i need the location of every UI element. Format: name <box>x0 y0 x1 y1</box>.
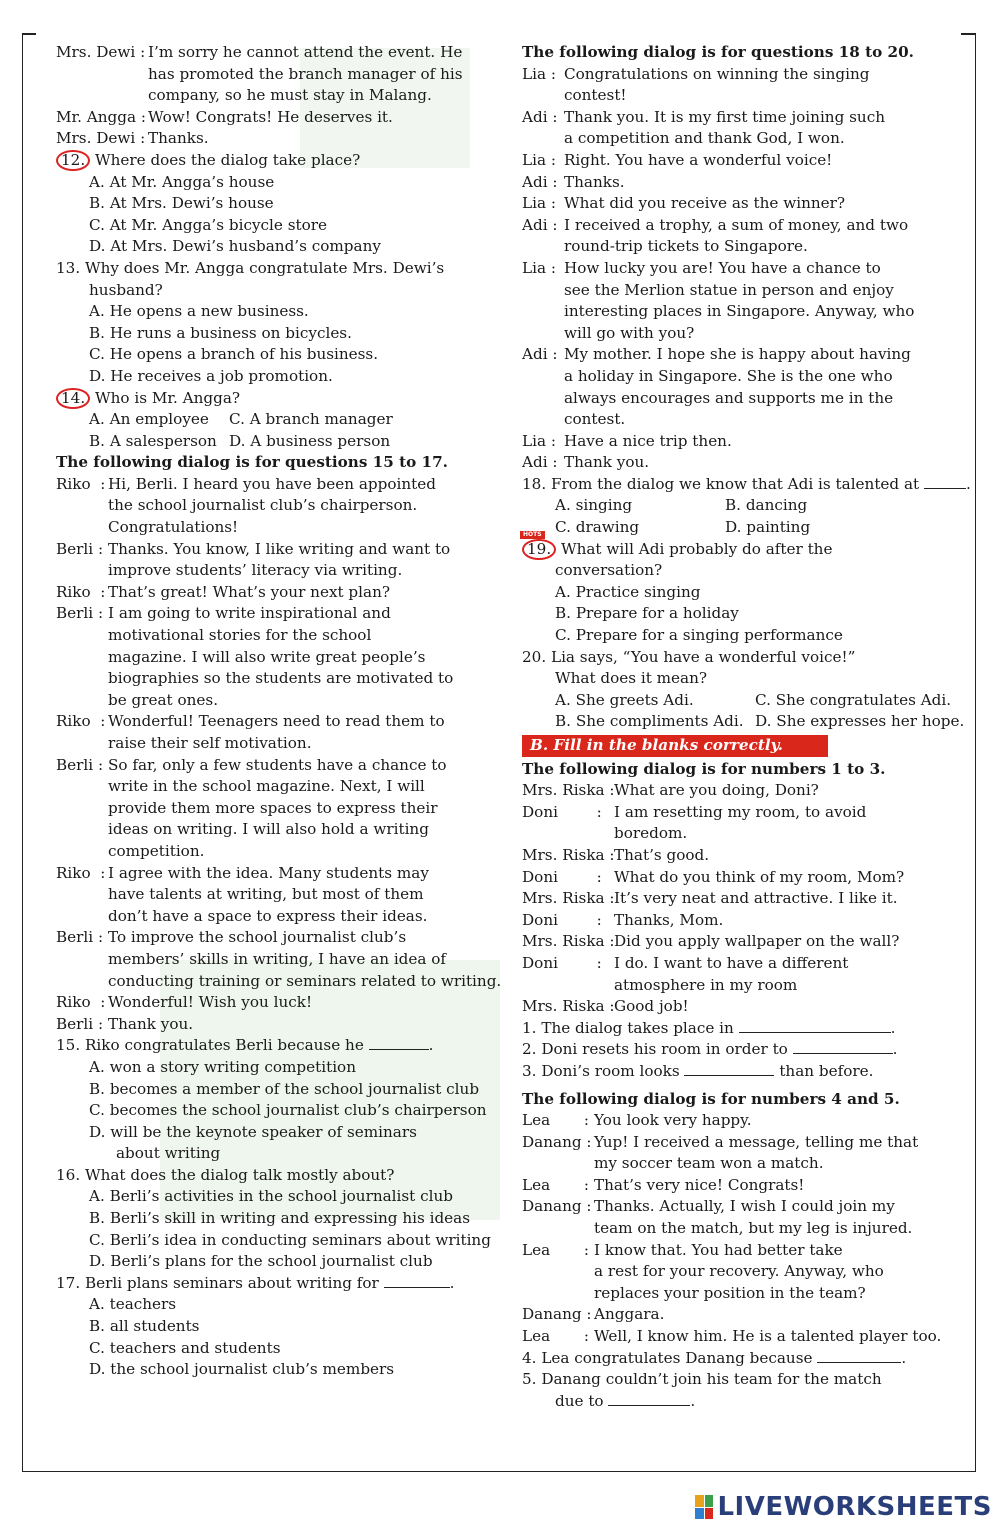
speaker-label: Riko : <box>56 582 106 601</box>
answer-option[interactable]: B. dancing <box>725 496 808 515</box>
fill-text: 2. Doni resets his room in order to <box>522 1040 788 1059</box>
dialog-text: Did you apply wallpaper on the wall? <box>614 932 900 951</box>
dialog-text: That’s very nice! Congrats! <box>594 1175 805 1194</box>
answer-option[interactable]: D. Berli’s plans for the school journalist club <box>89 1252 433 1271</box>
speaker-label: Adi : <box>522 107 558 126</box>
dialog-line <box>56 582 501 604</box>
section-heading: The following dialog is for numbers 4 and 5. <box>522 1089 900 1108</box>
dialog-line <box>522 1175 967 1197</box>
speaker-label: Lia : <box>522 150 556 169</box>
question-number: 13. <box>56 258 81 277</box>
dialog-line <box>522 975 967 997</box>
speaker-label: Lea : <box>522 1240 590 1259</box>
dialog-text: provide them more spaces to express their <box>108 798 438 817</box>
option-row <box>522 690 967 712</box>
dialog-text: What did you receive as the winner? <box>564 194 846 213</box>
dialog-line <box>522 802 967 824</box>
speaker-label: Berli : <box>56 928 104 947</box>
dialog-line <box>56 603 501 625</box>
dialog-line <box>522 1240 967 1262</box>
dialog-line <box>522 996 967 1018</box>
option-row <box>522 495 967 517</box>
dialog-line <box>56 819 501 841</box>
answer-blank[interactable] <box>793 1039 893 1054</box>
answer-option[interactable]: B. He runs a business on bicycles. <box>89 323 352 342</box>
dialog-line <box>56 711 501 733</box>
speaker-label: Adi : <box>522 345 558 364</box>
dialog-text: You look very happy. <box>594 1111 752 1130</box>
dialog-text: contest. <box>564 410 626 429</box>
dialog-line <box>522 1196 967 1218</box>
answer-option[interactable]: D. painting <box>725 518 811 537</box>
answer-option[interactable]: C. She congratulates Adi. <box>755 690 952 709</box>
dialog-line <box>522 867 967 889</box>
left-column <box>56 42 501 1381</box>
dialog-text: Thanks. You know, I like writing and want to <box>108 539 451 558</box>
option-row <box>522 711 967 733</box>
fill-text: 4. Lea congratulates Danang because <box>522 1348 813 1367</box>
dialog-text: Thank you. It is my first time joining such <box>564 107 885 126</box>
question-text: Why does Mr. Angga congratulate Mrs. Dewi’s <box>84 258 445 277</box>
speaker-label: Lea : <box>522 1111 590 1130</box>
dialog-text: the school journalist club’s chairperson. <box>108 496 418 515</box>
speaker-label: Mrs. Dewi : <box>56 43 146 61</box>
dialog-text: What do you think of my room, Mom? <box>614 867 905 886</box>
speaker-label: Mrs. Riska : <box>522 932 615 951</box>
answer-blank[interactable] <box>684 1061 774 1076</box>
answer-option[interactable]: A. He opens a new business. <box>89 302 309 321</box>
dialog-line <box>56 1014 501 1036</box>
dialog-line <box>522 1153 967 1175</box>
question-text: Berli plans seminars about writing for <box>84 1273 379 1292</box>
dialog-text: My mother. I hope she is happy about having <box>564 345 911 364</box>
speaker-label: Berli : <box>56 1014 104 1033</box>
dialog-text: I know that. You had better take <box>594 1240 843 1259</box>
answer-option[interactable]: D. the school journalist club’s members <box>89 1360 395 1379</box>
speaker-label: Doni : <box>522 953 602 972</box>
dialog-line <box>522 172 967 194</box>
question-text-cont: What does it mean? <box>555 669 708 688</box>
question: 15. Riko congratulates Berli because he . <box>56 1036 434 1055</box>
answer-option[interactable]: A. won a story writing competition <box>89 1057 356 1076</box>
question-text-cont: conversation? <box>555 561 663 580</box>
dialog-line <box>522 452 967 474</box>
question <box>56 150 501 172</box>
answer-option-cont: about writing <box>116 1144 221 1163</box>
dialog-line <box>522 150 967 172</box>
answer-option[interactable]: C. Prepare for a singing performance <box>555 626 843 645</box>
speaker-label: Riko : <box>56 712 106 731</box>
frame-corner-left <box>22 33 36 35</box>
dialog-text: write in the school magazine. Next, I will <box>108 777 425 796</box>
dialog-line <box>522 107 967 129</box>
speaker-label: Danang : <box>522 1197 592 1216</box>
dialog-text: raise their self motivation. <box>108 734 312 752</box>
speaker-label: Lia : <box>522 258 556 277</box>
dialog-line <box>56 539 501 561</box>
dialog-line <box>522 323 967 345</box>
dialog-line <box>56 668 501 690</box>
speaker-label: Riko : <box>56 863 106 882</box>
answer-option[interactable]: C. Berli’s idea in conducting seminars about writing <box>89 1230 491 1249</box>
speaker-label: Doni : <box>522 802 602 821</box>
dialog-text: I am going to write inspirational and <box>108 604 391 623</box>
speaker-label: Berli : <box>56 539 104 558</box>
speaker-label: Doni : <box>522 910 602 929</box>
dialog-text: a holiday in Singapore. She is the one who <box>564 366 893 385</box>
right-column <box>522 42 971 1412</box>
dialog-line <box>522 1304 967 1326</box>
dialog-line <box>56 690 501 712</box>
dialog-text: I do. I want to have a different <box>614 953 849 972</box>
question-number: 15. <box>56 1036 81 1055</box>
question-number: 20. <box>522 647 547 666</box>
logo-icon <box>695 1495 713 1519</box>
question <box>56 1165 501 1187</box>
dialog-line <box>522 1132 967 1154</box>
dialog-text: don’t have a space to express their ideas. <box>108 906 428 925</box>
fill-item: due to . <box>555 1391 696 1410</box>
dialog-text: I’m sorry he cannot attend the event. He <box>148 43 463 61</box>
dialog-text: Wow! Congrats! He deserves it. <box>148 107 393 126</box>
dialog-text: Yup! I received a message, telling me that <box>594 1132 919 1151</box>
dialog-text: I agree with the idea. Many students may <box>108 863 429 882</box>
dialog-text: Thank you. <box>564 453 650 472</box>
dialog-line <box>56 798 501 820</box>
question: 17. Berli plans seminars about writing for . <box>56 1273 455 1292</box>
speaker-label: Berli : <box>56 755 104 774</box>
dialog-line <box>56 107 501 129</box>
fill-text: 5. Danang couldn’t join his team for the match <box>522 1370 882 1389</box>
dialog-text: Well, I know him. He is a talented player too. <box>594 1327 942 1346</box>
answer-blank[interactable] <box>924 474 966 489</box>
dialog-line <box>56 992 501 1014</box>
section-heading: The following dialog is for numbers 1 to 3. <box>522 759 886 778</box>
answer-blank[interactable] <box>739 1018 891 1033</box>
dialog-text: I am resetting my room, to avoid <box>614 802 867 821</box>
answer-option[interactable]: A. Berli’s activities in the school journalist club <box>89 1187 453 1206</box>
dialog-text: always encourages and supports me in the <box>564 388 894 407</box>
dialog-line <box>522 128 967 150</box>
answer-option[interactable]: C. He opens a branch of his business. <box>89 345 379 364</box>
dialog-line <box>522 1326 967 1348</box>
dialog-text: Thanks, Mom. <box>614 910 724 929</box>
question-number: 19. <box>522 539 556 560</box>
dialog-text: Have a nice trip then. <box>564 431 732 450</box>
dialog-text: That’s great! What’s your next plan? <box>108 582 390 601</box>
question-text: What does the dialog talk mostly about? <box>84 1165 395 1184</box>
answer-option[interactable]: A. An employee <box>89 410 209 429</box>
dialog-text: team on the match, but my leg is injured. <box>594 1219 913 1238</box>
dialog-text: has promoted the branch manager of his <box>148 64 463 83</box>
fill-item: 1. The dialog takes place in . <box>522 1018 896 1037</box>
speaker-label: Mrs. Dewi : <box>56 129 146 148</box>
dialog-text: Thanks. <box>564 172 625 191</box>
dialog-text: So far, only a few students have a chance to <box>108 755 447 774</box>
dialog-line <box>56 625 501 647</box>
question-text: Who is Mr. Angga? <box>94 388 241 407</box>
dialog-line <box>522 388 967 410</box>
answer-option[interactable]: A. Practice singing <box>555 582 701 601</box>
dialog-line <box>522 823 967 845</box>
answer-option[interactable]: C. At Mr. Angga’s bicycle store <box>89 215 327 234</box>
question-text: Where does the dialog take place? <box>94 150 361 169</box>
answer-option[interactable]: C. becomes the school journalist club’s chairperson <box>89 1101 487 1120</box>
dialog-line <box>56 884 501 906</box>
question-text: What will Adi probably do after the <box>560 539 833 558</box>
dialog-text: biographies so the students are motivated to <box>108 669 454 688</box>
section-heading: The following dialog is for questions 15 to 17. <box>56 453 448 472</box>
answer-option[interactable]: A. At Mr. Angga’s house <box>89 172 275 191</box>
dialog-text: contest! <box>564 86 627 105</box>
dialog-text: a rest for your recovery. Anyway, who <box>594 1262 884 1281</box>
answer-option[interactable]: D. He receives a job promotion. <box>89 366 333 385</box>
dialog-line <box>522 366 967 388</box>
dialog-line <box>56 776 501 798</box>
dialog-text: interesting places in Singapore. Anyway, who <box>564 302 915 321</box>
dialog-text: company, so he must stay in Malang. <box>148 86 432 105</box>
dialog-text: Wonderful! Teenagers need to read them to <box>108 712 445 731</box>
fill-item <box>522 1369 967 1391</box>
dialog-line <box>56 927 501 949</box>
dialog-line <box>522 1283 967 1305</box>
dialog-line <box>522 236 967 258</box>
dialog-text: Thanks. Actually, I wish I could join my <box>594 1197 895 1216</box>
fill-item <box>522 1061 967 1083</box>
question-text: Lia says, “You have a wonderful voice!” <box>550 647 856 666</box>
fill-text: due to <box>555 1391 604 1410</box>
dialog-line <box>522 953 967 975</box>
dialog-line <box>522 301 967 323</box>
fill-item: 4. Lea congratulates Danang because . <box>522 1348 907 1367</box>
fill-text: 3. Doni’s room looks <box>522 1061 680 1080</box>
question <box>56 388 501 410</box>
fill-text: than before. <box>779 1061 874 1080</box>
dialog-line <box>522 845 967 867</box>
section-heading: The following dialog is for questions 18 to 20. <box>522 43 914 61</box>
dialog-line <box>522 888 967 910</box>
question-number: 12. <box>56 150 90 171</box>
dialog-line <box>56 560 501 582</box>
dialog-text: see the Merlion statue in person and enjoy <box>564 280 894 299</box>
dialog-text: improve students’ literacy via writing. <box>108 561 403 580</box>
dialog-text: members’ skills in writing, I have an idea of <box>108 949 447 968</box>
answer-option[interactable]: B. Berli’s skill in writing and expressing his ideas <box>89 1209 471 1228</box>
speaker-label: Adi : <box>522 215 558 234</box>
question: 18. From the dialog we know that Adi is talented at . <box>522 474 971 493</box>
frame-corner-right <box>961 33 975 35</box>
dialog-line <box>56 42 501 64</box>
speaker-label: Mrs. Riska : <box>522 997 615 1016</box>
dialog-line <box>522 64 967 86</box>
dialog-text: will go with you? <box>564 323 695 342</box>
dialog-text: replaces your position in the team? <box>594 1283 866 1302</box>
dialog-line <box>522 193 967 215</box>
dialog-text: Right. You have a wonderful voice! <box>564 150 833 169</box>
dialog-text: Congratulations! <box>108 518 239 537</box>
dialog-text: That’s good. <box>614 845 710 864</box>
answer-option[interactable]: B. At Mrs. Dewi’s house <box>89 194 274 213</box>
answer-option[interactable]: A. She greets Adi. <box>555 690 694 709</box>
dialog-text: be great ones. <box>108 690 219 709</box>
dialog-line <box>56 733 501 755</box>
dialog-text: Hi, Berli. I heard you have been appointed <box>108 474 436 493</box>
dialog-text: Thanks. <box>148 129 209 148</box>
dialog-line <box>56 755 501 777</box>
fill-item: 2. Doni resets his room in order to . <box>522 1040 898 1059</box>
dialog-line <box>522 1218 967 1240</box>
answer-option[interactable]: D. A business person <box>229 431 391 450</box>
speaker-label: Danang : <box>522 1132 592 1151</box>
dialog-line <box>522 344 967 366</box>
dialog-text: round-trip tickets to Singapore. <box>564 237 808 256</box>
dialog-line <box>522 1110 967 1132</box>
hots-badge: HOTS <box>520 531 545 539</box>
dialog-line <box>56 906 501 928</box>
option-row <box>522 517 967 539</box>
answer-option[interactable]: B. all students <box>89 1317 200 1336</box>
dialog-line <box>522 910 967 932</box>
question-number: 18. <box>522 474 547 493</box>
question-number: 16. <box>56 1165 81 1184</box>
dialog-line <box>56 517 501 539</box>
speaker-label: Mrs. Riska : <box>522 845 615 864</box>
dialog-line <box>56 949 501 971</box>
answer-option[interactable]: B. A salesperson <box>89 431 217 450</box>
speaker-label: Mr. Angga : <box>56 107 146 126</box>
speaker-label: Mrs. Riska : <box>522 889 615 908</box>
dialog-line <box>56 863 501 885</box>
dialog-text: magazine. I will also write great people’s <box>108 647 426 666</box>
dialog-text: Thank you. <box>108 1014 194 1033</box>
speaker-label: Adi : <box>522 453 558 472</box>
dialog-text: my soccer team won a match. <box>594 1154 824 1173</box>
dialog-text: have talents at writing, but most of them <box>108 885 424 904</box>
dialog-line <box>56 64 501 86</box>
answer-option[interactable]: A. singing <box>555 496 633 515</box>
speaker-label: Lia : <box>522 64 556 83</box>
dialog-text: Congratulations on winning the singing <box>564 64 870 83</box>
dialog-line <box>56 971 501 993</box>
dialog-line <box>522 1261 967 1283</box>
logo-text: LIVEWORKSHEETS <box>717 1492 992 1522</box>
dialog-line <box>522 780 967 802</box>
answer-blank[interactable] <box>369 1035 429 1050</box>
question-text: From the dialog we know that Adi is talented at <box>550 474 920 493</box>
option-row <box>56 431 501 453</box>
answer-blank[interactable] <box>817 1348 901 1363</box>
answer-blank[interactable] <box>608 1391 690 1406</box>
speaker-label: Adi : <box>522 172 558 191</box>
speaker-label: Lia : <box>522 194 556 213</box>
dialog-line <box>56 85 501 107</box>
dialog-text: Good job! <box>614 997 689 1016</box>
fill-text: 1. The dialog takes place in <box>522 1018 734 1037</box>
dialog-text: a competition and thank God, I won. <box>564 129 845 148</box>
question-number: 14. <box>56 388 90 409</box>
section-b-banner: B. Fill in the blanks correctly. <box>522 735 828 757</box>
speaker-label: Lia : <box>522 431 556 450</box>
dialog-line <box>56 495 501 517</box>
dialog-line <box>56 841 501 863</box>
speaker-label: Doni : <box>522 867 602 886</box>
answer-option[interactable]: B. She compliments Adi. <box>555 712 744 731</box>
dialog-line <box>522 931 967 953</box>
question <box>56 258 501 280</box>
option-row <box>56 409 501 431</box>
dialog-text: Anggara. <box>594 1305 665 1324</box>
dialog-text: competition. <box>108 841 205 860</box>
speaker-label: Lea : <box>522 1327 590 1346</box>
liveworksheets-logo <box>695 1492 992 1522</box>
speaker-label: Lea : <box>522 1175 590 1194</box>
dialog-line <box>56 647 501 669</box>
speaker-label: Riko : <box>56 474 106 493</box>
answer-option[interactable]: D. She expresses her hope. <box>755 712 965 731</box>
dialog-text: I received a trophy, a sum of money, and two <box>564 215 909 234</box>
dialog-line <box>56 474 501 496</box>
dialog-text: motivational stories for the school <box>108 626 372 645</box>
dialog-text: boredom. <box>614 824 688 843</box>
dialog-text: What are you doing, Doni? <box>614 781 819 800</box>
dialog-text: atmosphere in my room <box>614 975 798 994</box>
dialog-text: Wonderful! Wish you luck! <box>108 993 313 1012</box>
speaker-label: Mrs. Riska : <box>522 781 615 800</box>
question-text: Riko congratulates Berli because he <box>84 1036 364 1055</box>
question <box>522 647 967 669</box>
answer-option[interactable]: D. will be the keynote speaker of seminars <box>89 1122 417 1141</box>
dialog-text: conducting training or seminars related to writing. <box>108 971 502 990</box>
answer-blank[interactable] <box>384 1273 450 1288</box>
answer-option[interactable]: C. teachers and students <box>89 1338 281 1357</box>
answer-option[interactable]: C. drawing <box>555 518 640 537</box>
speaker-label: Riko : <box>56 993 106 1012</box>
question-number: 17. <box>56 1273 81 1292</box>
dialog-line <box>56 128 501 150</box>
answer-option[interactable]: C. A branch manager <box>229 410 393 429</box>
answer-option[interactable]: D. At Mrs. Dewi’s husband’s company <box>89 237 381 256</box>
dialog-line <box>522 431 967 453</box>
question <box>522 530 967 561</box>
dialog-line <box>522 85 967 107</box>
dialog-line <box>522 280 967 302</box>
dialog-line <box>522 258 967 280</box>
answer-option[interactable]: B. becomes a member of the school journalist club <box>89 1079 480 1098</box>
answer-option[interactable]: A. teachers <box>89 1295 177 1314</box>
answer-option[interactable]: B. Prepare for a holiday <box>555 604 739 623</box>
speaker-label: Danang : <box>522 1305 592 1324</box>
question-text-cont: husband? <box>89 280 163 299</box>
speaker-label: Berli : <box>56 604 104 623</box>
dialog-text: It’s very neat and attractive. I like it. <box>614 889 898 908</box>
dialog-text: ideas on writing. I will also hold a writing <box>108 820 429 839</box>
dialog-line <box>522 215 967 237</box>
dialog-text: How lucky you are! You have a chance to <box>564 258 881 277</box>
dialog-text: To improve the school journalist club’s <box>108 928 407 947</box>
dialog-line <box>522 409 967 431</box>
